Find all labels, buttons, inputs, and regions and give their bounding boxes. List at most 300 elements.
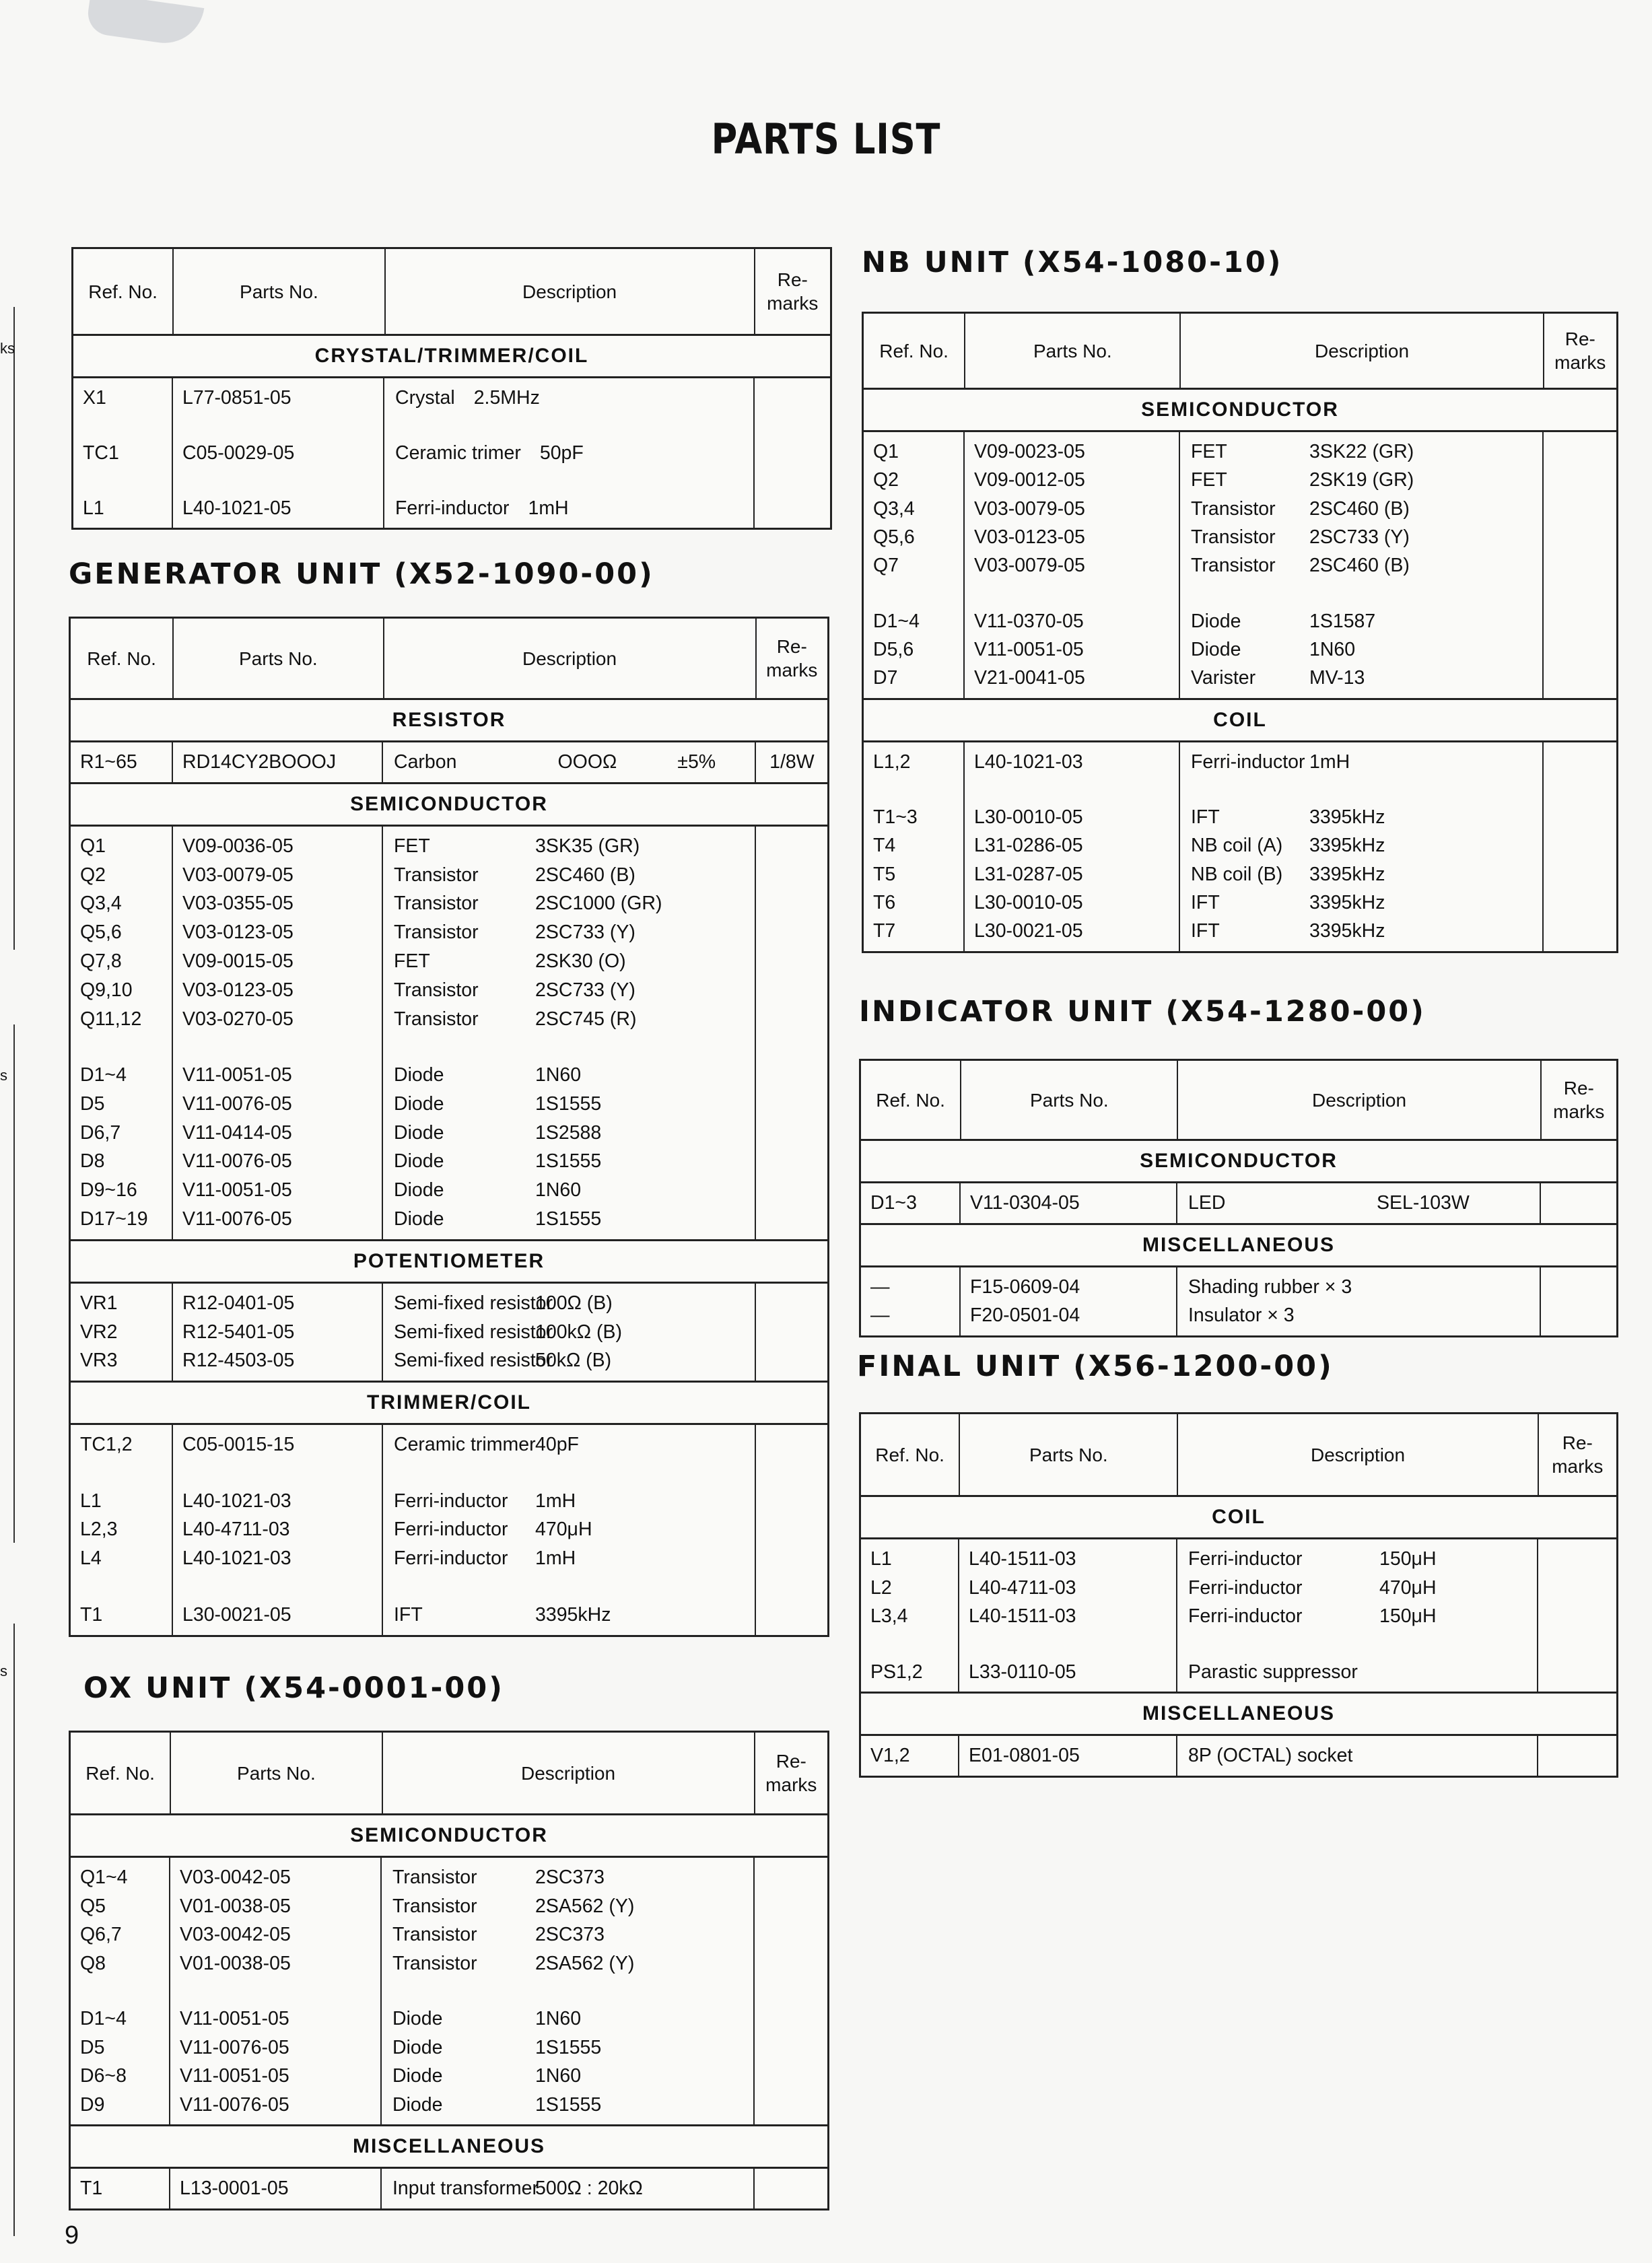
description (394, 1487, 755, 1516)
ref-no: L1,2 (873, 751, 911, 773)
header-remarks: Re- marks (766, 636, 818, 681)
part-value: 150μH (1379, 1548, 1437, 1570)
part-value: 1mH (528, 497, 569, 519)
part-type: Diode (392, 2093, 443, 2116)
remarks (1538, 1545, 1616, 1574)
header-remarks: Re- marks (1554, 328, 1606, 373)
remarks (1544, 917, 1616, 945)
part-type: Diode (392, 2065, 443, 2087)
remarks (1544, 803, 1616, 831)
description-column (383, 1425, 756, 1634)
part-value: 2SC745 (R) (535, 1008, 637, 1030)
generator-unit-title: GENERATOR UNIT (X52-1090-00) (69, 557, 654, 591)
description (394, 1515, 755, 1544)
scan-smudge (85, 0, 205, 48)
header-description: Description (1181, 314, 1544, 388)
parts-no-column (959, 1736, 1177, 1776)
remarks (756, 976, 827, 1005)
remarks-column (1538, 1539, 1616, 1692)
description (1188, 1189, 1540, 1218)
parts-no: L40-1021-05 (182, 497, 291, 519)
ref-no: D1~4 (873, 610, 920, 632)
remarks (755, 1949, 827, 1978)
remarks (1544, 831, 1616, 860)
part-type: Ferri-inductor (1188, 1605, 1303, 1627)
description-column (383, 1284, 756, 1381)
remarks (756, 889, 827, 918)
ref-no: Q8 (80, 1952, 106, 1974)
parts-no: V11-0304-05 (970, 1192, 1080, 1214)
part-value: 3395kHz (1309, 920, 1385, 942)
remarks (756, 1601, 827, 1630)
parts-no: V03-0355-05 (182, 893, 294, 915)
remarks (756, 1147, 827, 1176)
ref-no: — (870, 1276, 890, 1298)
parts-no: V03-0042-05 (180, 1924, 291, 1945)
description (1188, 1658, 1537, 1687)
description (1191, 664, 1542, 692)
indicator-parts-table (859, 1059, 1618, 1337)
section-rows (71, 2169, 827, 2208)
part-type: Input transformer (392, 2178, 539, 2200)
section-rows (861, 1267, 1616, 1335)
part-type: Semi-fixed resistor (394, 1321, 553, 1343)
ref-no: T1 (80, 1603, 103, 1626)
parts-no: L30-0021-05 (182, 1603, 291, 1626)
parts-no: F20-0501-04 (970, 1304, 1080, 1326)
part-value: 2SK19 (GR) (1309, 469, 1414, 491)
nb-unit-title: NB UNIT (X54-1080-10) (862, 246, 1283, 279)
description-column (384, 378, 755, 528)
ref-no: T6 (873, 891, 896, 913)
description (392, 2005, 753, 2033)
ref-no: D9~16 (80, 1179, 137, 1202)
description-column (383, 827, 756, 1239)
part-value: 2SC460 (B) (1309, 497, 1410, 520)
description (1191, 889, 1542, 917)
parts-no: V11-0076-05 (182, 1208, 292, 1230)
header-parts-no: Parts No. (171, 1733, 382, 1813)
section-rows (71, 1284, 827, 1383)
ref-no: Q1 (873, 441, 899, 462)
section-heading: SEMICONDUCTOR (864, 390, 1616, 432)
parts-no: L30-0021-05 (974, 920, 1083, 942)
parts-no: V11-0051-05 (182, 1179, 292, 1202)
ref-no: L1 (83, 497, 104, 519)
remarks (756, 1090, 827, 1119)
ref-no: D6~8 (80, 2065, 127, 2087)
part-type: Ferri-inductor (394, 1519, 508, 1541)
ref-no: Q5,6 (873, 526, 915, 548)
part-type: Transistor (392, 1895, 477, 1917)
part-type: FET (1191, 469, 1227, 491)
ref-no: Q2 (80, 864, 106, 886)
header-ref-no: Ref. No. (71, 1733, 171, 1813)
margin-edge-fragment (0, 1624, 15, 2236)
description (394, 1205, 755, 1234)
description (392, 2091, 753, 2120)
part-type: Semi-fixed resistor (394, 1350, 553, 1372)
header-ref-no: Ref. No. (861, 1414, 960, 1495)
part-value: 2SK30 (O) (535, 950, 626, 972)
remarks (1538, 1741, 1616, 1770)
description (1188, 1602, 1537, 1631)
tolerance: ±5% (677, 751, 716, 773)
remarks (1541, 1301, 1616, 1330)
description (394, 976, 755, 1005)
part-type: Parastic suppressor (1188, 1661, 1358, 1683)
description (394, 1318, 755, 1347)
parts-no: C05-0015-15 (182, 1434, 295, 1456)
part-type: LED (1188, 1192, 1226, 1214)
description (1191, 523, 1542, 551)
section-rows (864, 432, 1616, 700)
part-type: Ferri-inductor (1191, 751, 1305, 773)
ref-no: VR1 (80, 1292, 118, 1314)
remarks (1544, 889, 1616, 917)
parts-no: L77-0851-05 (182, 387, 291, 409)
description-column (1177, 1267, 1541, 1335)
remarks (1544, 466, 1616, 494)
remarks (1544, 551, 1616, 580)
section-heading: POTENTIOMETER (71, 1241, 827, 1284)
header-parts-no: Parts No. (960, 1414, 1178, 1495)
part-type: Ferri-inductor (1188, 1548, 1303, 1570)
table-header (71, 1733, 827, 1815)
part-type: Diode (1191, 610, 1241, 632)
remarks (755, 1920, 827, 1949)
ref-no: L3,4 (870, 1605, 908, 1627)
remarks (756, 1318, 827, 1347)
description-column (1177, 1539, 1538, 1692)
parts-no-column (173, 1425, 383, 1634)
part-type: Diode (392, 2008, 443, 2030)
description (1188, 1741, 1537, 1770)
page-title: PARTS LIST (711, 114, 941, 164)
header-remarks: Re- marks (1552, 1432, 1604, 1477)
parts-no: V11-0076-05 (180, 2093, 289, 2116)
parts-no-column (170, 2169, 382, 2208)
section-rows (71, 827, 827, 1241)
part-type: IFT (1191, 891, 1220, 913)
description (395, 494, 753, 522)
section-heading: RESISTOR (71, 700, 827, 742)
crystal-parts-table (71, 247, 832, 530)
parts-no: V03-0270-05 (182, 1008, 294, 1030)
remarks (756, 861, 827, 890)
ref-no-column (73, 378, 173, 528)
description (394, 1061, 755, 1090)
part-value: 470μH (535, 1519, 592, 1541)
part-type: Ferri-inductor (395, 497, 510, 519)
remarks (756, 918, 827, 947)
part-type: Diode (394, 1150, 444, 1173)
part-type: Carbon (394, 751, 457, 773)
parts-no: L30-0010-05 (974, 891, 1083, 913)
part-value: 1N60 (535, 2008, 582, 2030)
description (1191, 551, 1542, 580)
ref-no: D6,7 (80, 1121, 121, 1144)
header-parts-no: Parts No. (961, 1061, 1178, 1139)
ref-no: R1~65 (80, 751, 137, 773)
generator-parts-table (69, 617, 829, 1637)
part-type: Shading rubber × 3 (1188, 1276, 1352, 1298)
part-value: 2SC733 (Y) (535, 921, 635, 944)
ref-no: Q1~4 (80, 1867, 128, 1888)
ref-no: L4 (80, 1547, 102, 1570)
ref-no: L1 (80, 1490, 102, 1512)
parts-no: L31-0287-05 (974, 863, 1083, 885)
header-remarks: Re- marks (765, 1751, 817, 1795)
part-value: 2SA562 (Y) (535, 1895, 635, 1917)
parts-no-column (965, 742, 1180, 951)
header-parts-no: Parts No. (174, 249, 385, 334)
description (1188, 1545, 1537, 1574)
parts-no: L13-0001-05 (180, 2178, 289, 2200)
remarks (1544, 635, 1616, 664)
section-heading: SEMICONDUCTOR (861, 1141, 1616, 1183)
description (1188, 1301, 1540, 1330)
ref-no: T1 (80, 2178, 103, 2200)
part-type: Ceramic trimer (395, 442, 521, 464)
ref-no-column (71, 1425, 173, 1634)
ref-no: Q3,4 (873, 497, 915, 520)
description (392, 1949, 753, 1978)
margin-letter: s (0, 1663, 7, 1679)
part-value: 2SC1000 (GR) (535, 893, 662, 915)
part-type: Transistor (392, 1952, 477, 1974)
description (394, 889, 755, 918)
parts-no: R12-0401-05 (182, 1292, 295, 1314)
remarks (755, 384, 830, 412)
parts-no: V21-0041-05 (974, 667, 1085, 689)
description (394, 1346, 755, 1375)
description (1191, 748, 1542, 776)
parts-no: V11-0370-05 (974, 610, 1084, 632)
ref-no-column (864, 742, 965, 951)
part-type: NB coil (B) (1191, 863, 1283, 885)
part-value: 3395kHz (535, 1603, 611, 1626)
parts-no-column (959, 1539, 1177, 1692)
description (395, 384, 753, 412)
part-type: Transistor (1191, 555, 1276, 577)
margin-edge-fragment (0, 1024, 15, 1543)
parts-no: V03-0079-05 (974, 555, 1085, 577)
remarks-column (756, 742, 827, 782)
ref-no: TC1,2 (80, 1434, 133, 1456)
remarks (756, 1005, 827, 1034)
remarks-column (1544, 432, 1616, 698)
table-header (861, 1414, 1616, 1497)
part-value: 1S1587 (1309, 610, 1376, 632)
section-rows (864, 742, 1616, 951)
part-value: 100kΩ (B) (535, 1321, 623, 1343)
description (1188, 1574, 1537, 1603)
ref-no: D9 (80, 2093, 105, 2116)
description-column (1177, 1183, 1541, 1223)
remarks-column (1544, 742, 1616, 951)
part-type: Diode (1191, 638, 1241, 660)
part-type: 8P (OCTAL) socket (1188, 1745, 1353, 1767)
part-type: Diode (394, 1121, 444, 1144)
parts-no: C05-0029-05 (182, 442, 295, 464)
part-value: 2SA562 (Y) (535, 1952, 635, 1974)
ref-no: L2 (870, 1576, 892, 1599)
part-value: 100Ω (B) (535, 1292, 613, 1314)
ref-no-column (861, 1267, 961, 1335)
description (1191, 635, 1542, 664)
part-value: 1S1555 (535, 1208, 602, 1230)
part-value: 2SC373 (535, 1924, 605, 1945)
ref-no: D5,6 (873, 638, 914, 660)
remarks (756, 1061, 827, 1090)
description (1191, 607, 1542, 635)
remarks (755, 2174, 827, 2203)
description (1191, 831, 1542, 860)
remarks (756, 1119, 827, 1148)
parts-no: V11-0076-05 (180, 2036, 289, 2058)
part-value: 3395kHz (1309, 863, 1385, 885)
remarks (755, 2091, 827, 2120)
description (394, 1147, 755, 1176)
remarks-column (755, 1858, 827, 2124)
section-heading: COIL (864, 700, 1616, 742)
remarks (756, 1346, 827, 1375)
ref-no: T4 (873, 835, 896, 857)
section-rows (861, 1736, 1616, 1776)
remarks (755, 2005, 827, 2033)
description (394, 861, 755, 890)
ref-no-column (861, 1539, 959, 1692)
ref-no-column (71, 742, 173, 782)
header-parts-no: Parts No. (965, 314, 1181, 388)
ref-no: Q3,4 (80, 893, 122, 915)
description (1191, 803, 1542, 831)
parts-no: V09-0036-05 (182, 835, 294, 857)
part-type: Transistor (1191, 497, 1276, 520)
description (1191, 466, 1542, 494)
part-value: 1S1555 (535, 1150, 602, 1173)
ref-no: Q5 (80, 1895, 106, 1917)
parts-no-column (965, 432, 1180, 698)
remarks (1544, 664, 1616, 692)
ref-no: Q6,7 (80, 1924, 122, 1945)
remarks (756, 1289, 827, 1318)
remarks-column (755, 2169, 827, 2208)
section-heading: MISCELLANEOUS (71, 2126, 827, 2169)
part-type: Ferri-inductor (394, 1547, 508, 1570)
description (394, 1090, 755, 1119)
parts-no: RD14CY2BOOOJ (182, 751, 337, 773)
ref-no: D8 (80, 1150, 105, 1173)
ref-no: Q5,6 (80, 921, 122, 944)
remarks (756, 748, 827, 777)
description (1191, 438, 1542, 466)
remarks (756, 947, 827, 976)
part-type: Transistor (394, 979, 479, 1001)
section-rows (71, 1425, 827, 1634)
remarks (755, 439, 830, 467)
ref-no: Q11,12 (80, 1008, 142, 1030)
remarks (755, 1892, 827, 1921)
part-value: 3SK35 (GR) (535, 835, 640, 857)
part-type: Diode (392, 2036, 443, 2058)
description (394, 1430, 755, 1459)
remarks-column (756, 1284, 827, 1381)
ref-no-column (71, 1858, 170, 2124)
part-type: Ferri-inductor (394, 1490, 508, 1512)
part-type: IFT (394, 1603, 423, 1626)
section-heading: TRIMMER/COIL (71, 1383, 827, 1425)
part-type: Diode (394, 1064, 444, 1086)
parts-no: L40-4711-03 (182, 1519, 290, 1541)
header-ref-no: Ref. No. (73, 249, 174, 334)
remarks (1544, 607, 1616, 635)
description (392, 1892, 753, 1921)
remarks (1544, 495, 1616, 523)
final-parts-table (859, 1412, 1618, 1778)
description (1191, 917, 1542, 945)
remarks (755, 494, 830, 522)
resistance-value: OOOΩ (557, 751, 617, 773)
ref-no: TC1 (83, 442, 119, 464)
description (392, 2174, 753, 2203)
table-header (71, 619, 827, 700)
part-value: 2SC460 (B) (1309, 555, 1410, 577)
parts-no: V11-0076-05 (182, 1150, 292, 1173)
ref-no: D5 (80, 2036, 105, 2058)
parts-no: V03-0123-05 (974, 526, 1085, 548)
description (394, 1601, 755, 1630)
remarks-column (1541, 1267, 1616, 1335)
part-value: 2SC733 (Y) (535, 979, 635, 1001)
final-unit-title: FINAL UNIT (X56-1200-00) (857, 1350, 1334, 1383)
parts-no: V09-0012-05 (974, 469, 1085, 491)
description-column (382, 1858, 755, 2124)
ref-no: D1~4 (80, 2008, 127, 2030)
table-header (864, 314, 1616, 390)
ref-no-column (71, 827, 173, 1239)
table-header (73, 249, 830, 336)
wattage: 1/8W (769, 751, 815, 773)
ref-no: L1 (870, 1548, 892, 1570)
part-type: Diode (394, 1092, 444, 1115)
ref-no: Q9,10 (80, 979, 133, 1001)
part-type: FET (394, 835, 430, 857)
description (394, 1176, 755, 1205)
description (394, 1544, 755, 1573)
remarks (756, 1176, 827, 1205)
part-value: 3395kHz (1309, 891, 1385, 913)
parts-no: V03-0042-05 (180, 1867, 291, 1888)
description (392, 2033, 753, 2062)
remarks-column (1541, 1183, 1616, 1223)
part-type: Insulator × 3 (1188, 1304, 1295, 1326)
ref-no: Q7,8 (80, 950, 122, 972)
part-type: Ferri-inductor (1188, 1576, 1303, 1599)
margin-letter: s (0, 1067, 7, 1084)
parts-no-column (961, 1183, 1177, 1223)
description (392, 2062, 753, 2091)
section-heading: CRYSTAL/TRIMMER/COIL (73, 336, 830, 378)
section-heading: MISCELLANEOUS (861, 1225, 1616, 1267)
parts-no-column (173, 378, 384, 528)
parts-no: V11-0051-05 (974, 638, 1084, 660)
parts-no: V03-0079-05 (182, 864, 294, 886)
ref-no: Q7 (873, 555, 899, 577)
part-value: 2SC373 (535, 1867, 605, 1888)
description-column (1180, 432, 1544, 698)
